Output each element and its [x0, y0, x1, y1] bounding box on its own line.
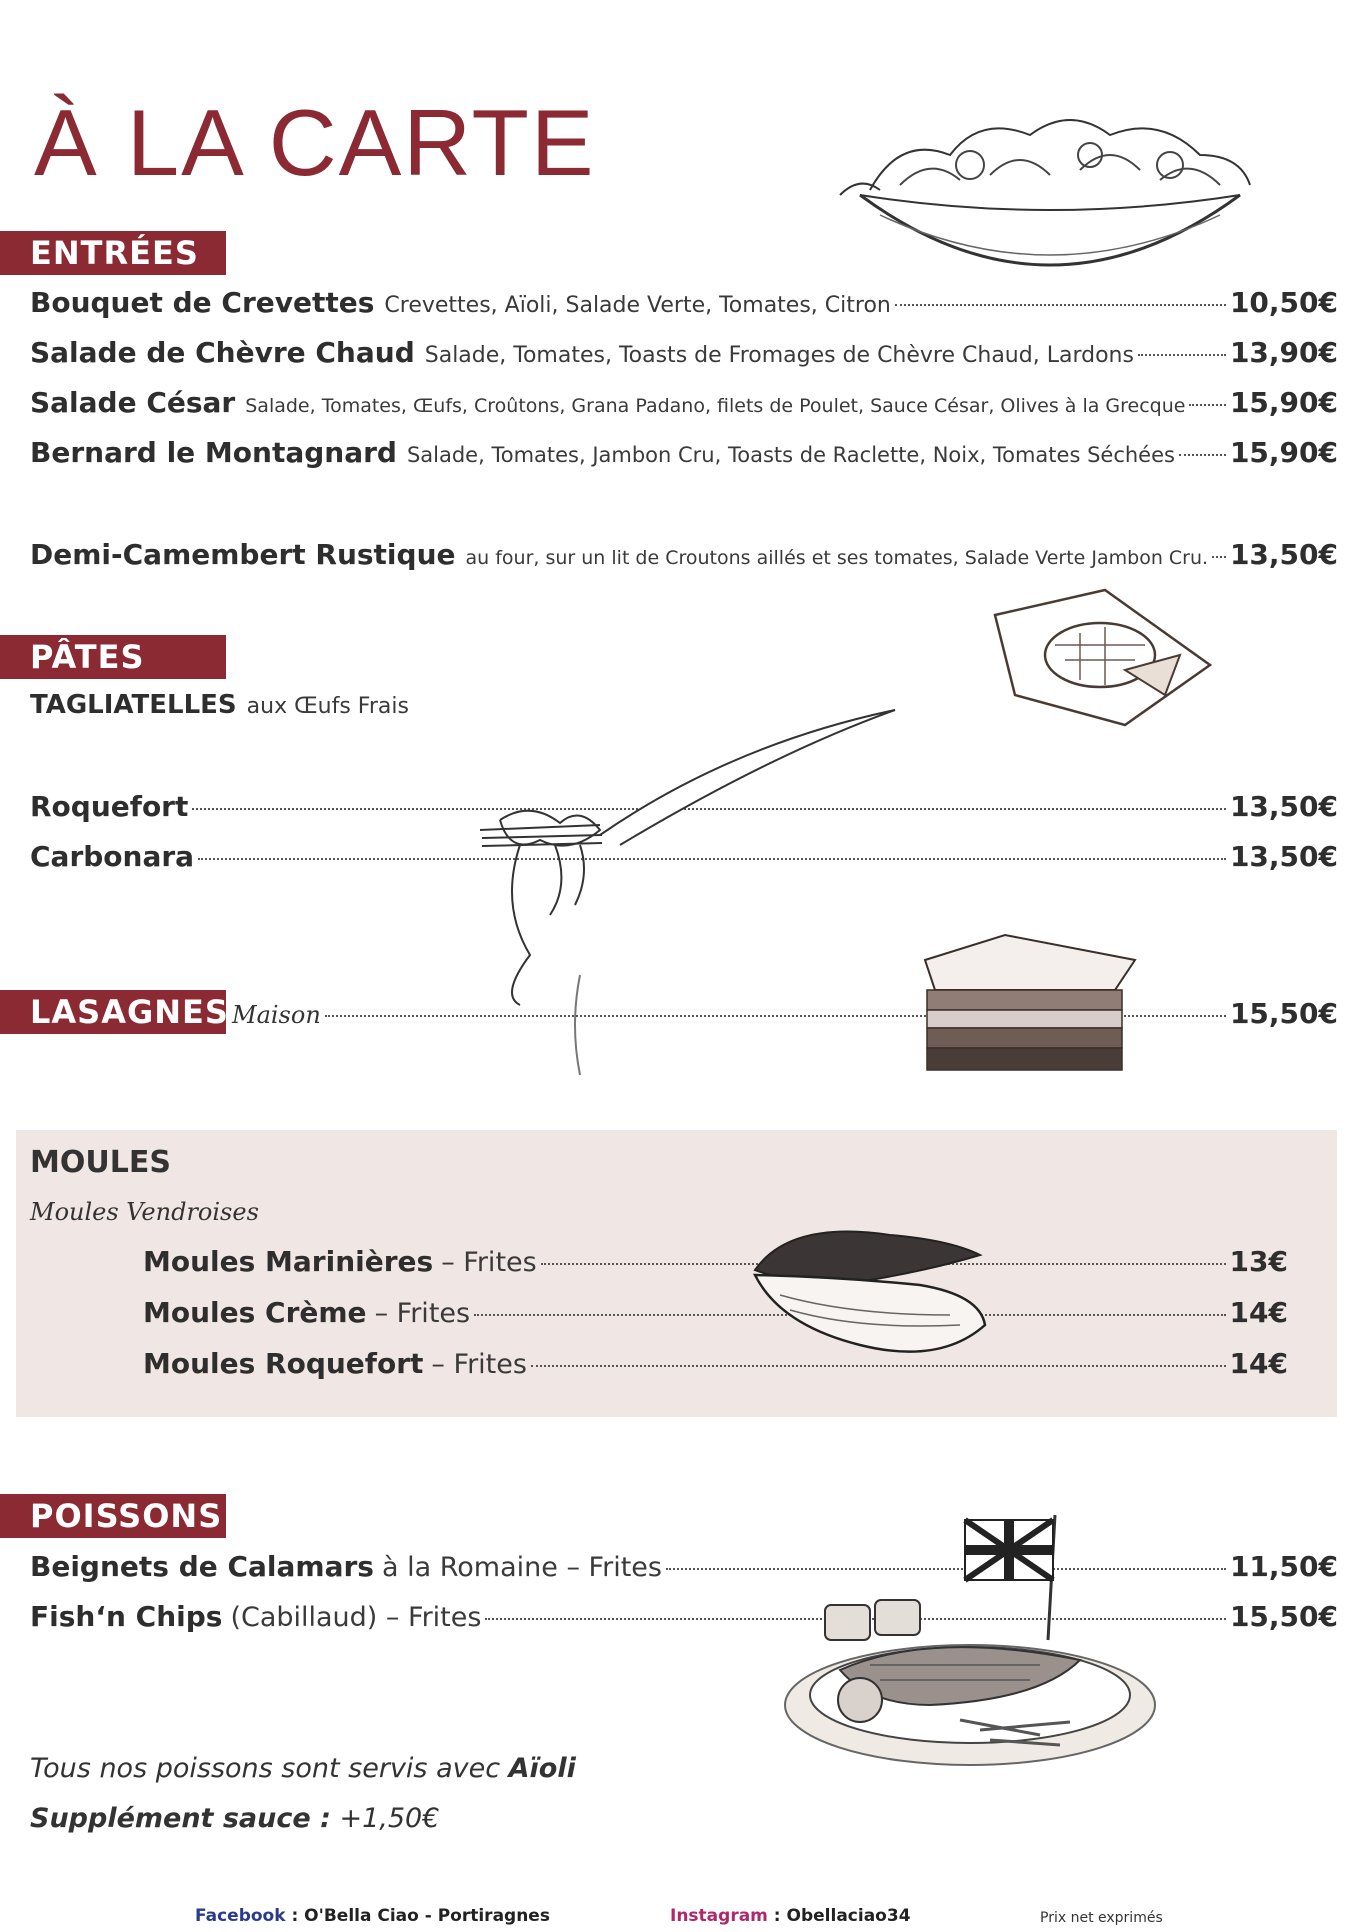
item-name: Moules Crème — [143, 1296, 367, 1329]
item-price: 14€ — [1229, 1296, 1288, 1329]
item-price: 15,90€ — [1229, 386, 1338, 419]
facebook-value: O'Bella Ciao - Portiragnes — [304, 1906, 550, 1926]
note-text: Tous nos poissons sont servis avec — [30, 1753, 501, 1784]
dotted-leader — [1189, 404, 1225, 406]
section-heading-moules: MOULES — [30, 1145, 171, 1180]
item-price: 10,50€ — [1229, 286, 1338, 319]
item-description: – Frites — [374, 1298, 471, 1329]
facebook-label: Facebook — [195, 1906, 286, 1926]
section-heading-pates: PÂTES — [0, 635, 226, 679]
supplement-note — [30, 1803, 439, 1834]
menu-item — [30, 336, 1338, 376]
poissons-aioli-note — [30, 1753, 576, 1784]
footer-facebook[interactable]: Facebook : O'Bella Ciao - Portiragnes — [195, 1906, 550, 1926]
item-price: 15,50€ — [1229, 1600, 1338, 1633]
instagram-label: Instagram — [670, 1906, 768, 1926]
menu-item — [30, 286, 1338, 326]
item-name: Bouquet de Crevettes — [30, 286, 375, 319]
section-heading-poissons: POISSONS — [0, 1494, 226, 1538]
supplement-label: Supplément sauce : — [30, 1803, 331, 1834]
item-name: Salade de Chèvre Chaud — [30, 336, 415, 369]
menu-item — [30, 386, 1338, 426]
item-description: Salade, Tomates, Jambon Cru, Toasts de Raclette, Noix, Tomates Séchées — [406, 443, 1175, 467]
item-price: 13,50€ — [1229, 790, 1338, 823]
dotted-leader — [895, 304, 1226, 306]
item-price: 13,50€ — [1229, 840, 1338, 873]
item-price: 13€ — [1229, 1245, 1288, 1278]
menu-item — [30, 538, 1338, 578]
item-description: Salade, Tomates, Œufs, Croûtons, Grana Padano, filets de Poulet, Sauce César, Olives à la Grecque — [245, 395, 1186, 417]
section-heading-lasagnes: LASAGNES — [0, 990, 226, 1034]
lasagna-illustration — [915, 930, 1145, 1090]
dotted-leader — [1212, 556, 1226, 558]
dotted-leader — [1179, 454, 1226, 456]
section-heading-entrees: ENTRÉES — [0, 231, 226, 275]
item-description: au four, sur un lit de Croutons aillés et ses tomates, Salade Verte Jambon Cru. — [465, 547, 1209, 569]
item-price: 13,90€ — [1229, 336, 1338, 369]
mussel-illustration — [750, 1215, 985, 1375]
pasta-type: TAGLIATELLES — [30, 690, 237, 720]
price-note: Prix net exprimés — [1040, 1910, 1163, 1926]
item-name: Moules Roquefort — [143, 1347, 424, 1380]
item-description: (Cabillaud) – Frites — [230, 1602, 482, 1633]
lasagnes-script: Maison — [232, 1001, 321, 1029]
item-price: 13,50€ — [1229, 538, 1338, 571]
item-description: – Frites — [431, 1349, 527, 1380]
item-price: 15,50€ — [1229, 997, 1338, 1030]
moules-script: Moules Vendroises — [30, 1198, 259, 1226]
item-description: – Frites — [441, 1247, 537, 1278]
menu-item — [143, 1296, 1288, 1336]
item-name: Fish‘n Chips — [30, 1600, 223, 1633]
item-description: Crevettes, Aïoli, Salade Verte, Tomates, Citron — [384, 293, 891, 318]
instagram-value: Obellaciao34 — [786, 1906, 911, 1926]
item-price: 11,50€ — [1229, 1550, 1338, 1583]
item-name: Bernard le Montagnard — [30, 436, 397, 469]
item-price: 14€ — [1229, 1347, 1288, 1380]
pasta-description: aux Œufs Frais — [246, 694, 409, 719]
item-name: Carbonara — [30, 840, 195, 873]
supplement-value: +1,50€ — [339, 1803, 440, 1834]
item-name: Beignets de Calamars — [30, 1550, 374, 1583]
item-name: Moules Marinières — [143, 1245, 434, 1278]
item-description: à la Romaine – Frites — [381, 1552, 662, 1583]
page-title: À LA CARTE — [34, 90, 596, 195]
salad-bowl-illustration — [840, 95, 1260, 315]
menu-item — [30, 436, 1338, 476]
item-name: Demi-Camembert Rustique — [30, 538, 456, 571]
footer-instagram[interactable]: Instagram : Obellaciao34 — [670, 1906, 911, 1926]
fish-and-chips-illustration — [780, 1500, 1160, 1770]
note-bold: Aïoli — [508, 1753, 576, 1784]
dotted-leader — [1138, 354, 1226, 356]
item-name: Salade César — [30, 386, 236, 419]
item-price: 15,90€ — [1229, 436, 1338, 469]
menu-item — [143, 1245, 1288, 1285]
item-name: Roquefort — [30, 790, 189, 823]
menu-item — [143, 1347, 1288, 1387]
item-description: Salade, Tomates, Toasts de Fromages de Chèvre Chaud, Lardons — [424, 343, 1134, 368]
